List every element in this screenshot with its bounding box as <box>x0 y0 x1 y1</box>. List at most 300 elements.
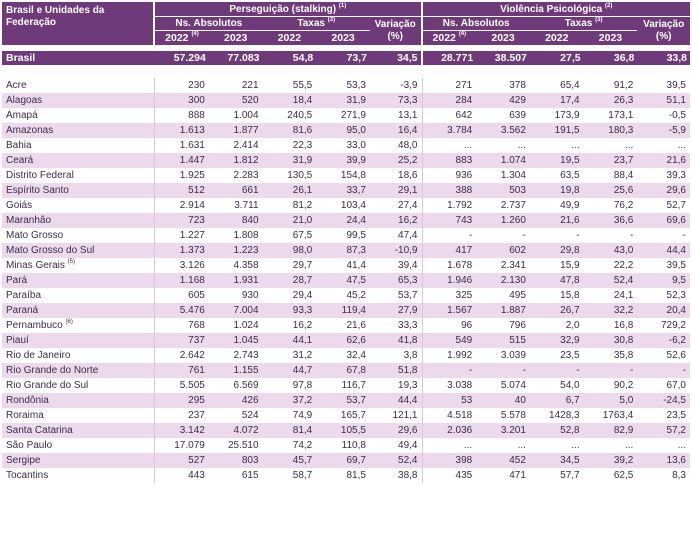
cell: 452 <box>476 453 530 468</box>
cell: 1.631 <box>179 140 205 151</box>
cell: 6,7 <box>530 393 584 408</box>
cell: 27,5 <box>530 51 584 65</box>
cell: 52,3 <box>666 290 686 301</box>
cell: 2.642 <box>179 350 205 361</box>
cell: 55,5 <box>292 80 313 91</box>
row-name-text: Tocantins <box>6 470 49 481</box>
cell: - <box>584 363 638 378</box>
cell: ... <box>624 440 634 451</box>
cell: 97,8 <box>292 380 313 391</box>
cell: 768 <box>188 320 205 331</box>
cell: 8,3 <box>672 470 686 481</box>
stalking-var-unit: (%) <box>387 31 403 42</box>
brasil-row <box>2 51 690 65</box>
psych-rate-note: (3) <box>595 17 603 23</box>
cell: ... <box>517 140 526 151</box>
cell: 62,5 <box>613 470 634 481</box>
cell: 74,9 <box>292 410 313 421</box>
cell: 4.072 <box>209 423 263 438</box>
cell: 524 <box>241 410 259 421</box>
cell: 1.792 <box>447 200 473 211</box>
row-name-text: Ceará <box>6 155 34 166</box>
cell: 52,8 <box>530 423 584 438</box>
cell: 883 <box>423 153 477 168</box>
stalking-rate-header <box>263 17 370 31</box>
cell: 3.126 <box>179 260 205 271</box>
cell: 17.079 <box>174 440 205 451</box>
cell: 378 <box>509 80 526 91</box>
year-header <box>155 31 209 45</box>
cell: 1.024 <box>233 320 259 331</box>
cell: 93,3 <box>263 303 317 318</box>
cell: 388 <box>423 183 477 198</box>
cell: 471 <box>509 470 526 481</box>
cell: 16,2 <box>370 213 423 228</box>
cell: 36,8 <box>584 51 638 65</box>
table-row <box>2 438 690 453</box>
cell: - <box>629 230 634 241</box>
cell: 45,7 <box>263 453 317 468</box>
row-name-text: Acre <box>6 80 27 91</box>
cell: 51,1 <box>637 93 690 108</box>
row-name-text: Maranhão <box>6 215 52 226</box>
table-row <box>2 243 690 258</box>
cell: 32,4 <box>346 350 366 361</box>
cell: 21,6 <box>637 153 690 168</box>
table-row <box>2 183 690 198</box>
row-name <box>2 468 155 483</box>
table-row <box>2 408 690 423</box>
cell: 13,6 <box>637 453 690 468</box>
year-header: 2023 <box>476 31 530 45</box>
cell: 1.074 <box>476 153 530 168</box>
cell: 1.887 <box>476 303 530 318</box>
row-name-text: Alagoas <box>6 95 43 106</box>
cell: 57,2 <box>637 423 690 438</box>
row-name-text: Minas Gerais <box>6 260 65 271</box>
cell: 81,6 <box>263 123 317 138</box>
row-name <box>2 198 155 213</box>
cell: ... <box>571 140 580 151</box>
cell: 3.039 <box>500 350 526 361</box>
group-stalking-header <box>155 2 422 17</box>
row-name-text: Mato Grosso <box>6 230 64 241</box>
table-row <box>2 348 690 363</box>
cell: 34,5 <box>370 51 423 65</box>
cell: 661 <box>209 183 263 198</box>
group-stalking-title: Perseguição (stalking) <box>229 3 337 15</box>
cell: 284 <box>423 93 477 108</box>
cell: 27,9 <box>370 303 423 318</box>
table-body <box>2 45 690 483</box>
table-row <box>2 78 690 93</box>
row-name <box>2 228 155 243</box>
cell: 435 <box>455 470 473 481</box>
cell: -3,9 <box>370 78 423 93</box>
row-name <box>2 393 155 408</box>
cell: 67,5 <box>292 230 313 241</box>
cell: 65,4 <box>560 80 580 91</box>
cell: 3.711 <box>234 200 259 211</box>
cell: 3.201 <box>476 423 530 438</box>
cell: 15,9 <box>560 260 580 271</box>
cell: 33,8 <box>637 51 690 65</box>
cell: 639 <box>509 110 526 121</box>
cell: 398 <box>423 453 477 468</box>
cell: 18,6 <box>370 168 423 183</box>
cell: 1.925 <box>179 170 205 181</box>
cell: 1.004 <box>233 110 259 121</box>
cell: 58,7 <box>292 470 313 481</box>
row-name <box>2 348 155 363</box>
cell: 29,6 <box>637 183 690 198</box>
cell: 221 <box>241 80 259 91</box>
cell: 1.227 <box>179 230 205 241</box>
cell: 95,0 <box>316 123 370 138</box>
cell: 99,5 <box>346 230 366 241</box>
cell: 19,8 <box>530 183 584 198</box>
table-row <box>2 423 690 438</box>
cell: 47,5 <box>316 273 370 288</box>
row-name-text: Sergipe <box>6 455 41 466</box>
table-row <box>2 123 690 138</box>
cell: 53 <box>423 393 477 408</box>
cell: 40 <box>476 393 530 408</box>
cell: 41,8 <box>370 333 423 348</box>
cell: - <box>476 363 530 378</box>
cell: 31,9 <box>316 93 370 108</box>
stalking-var-label: Variação <box>374 19 416 30</box>
cell: 737 <box>155 333 209 348</box>
cell: 74,2 <box>292 440 313 451</box>
row-name <box>2 408 155 423</box>
cell: 39,3 <box>666 170 686 181</box>
cell: 5.578 <box>500 410 526 421</box>
cell: - <box>423 363 477 378</box>
cell: 1763,4 <box>602 410 634 421</box>
cell: 191,5 <box>530 123 584 138</box>
cell: 1.808 <box>233 230 259 241</box>
cell: 53,3 <box>346 80 366 91</box>
row-name-text: Rondônia <box>6 395 49 406</box>
table-row <box>2 378 690 393</box>
cell: 6.569 <box>233 380 259 391</box>
cell: 16,8 <box>613 320 634 331</box>
cell: 36,6 <box>584 213 638 228</box>
cell: 761 <box>155 363 209 378</box>
year-2022-note: (4) <box>458 31 467 37</box>
cell: 615 <box>241 470 259 481</box>
cell: 38.507 <box>476 51 530 65</box>
cell: 18,4 <box>263 93 317 108</box>
cell: 57.294 <box>155 51 209 65</box>
cell: 4.358 <box>233 260 259 271</box>
table-row <box>2 138 690 153</box>
cell: 2.743 <box>233 350 259 361</box>
row-name-text: Amazonas <box>6 125 54 136</box>
cell: 5.476 <box>155 303 209 318</box>
cell: 33,3 <box>370 318 423 333</box>
cell: 63,5 <box>560 170 580 181</box>
cell: 723 <box>155 213 209 228</box>
row-name-text: Bahia <box>6 140 32 151</box>
cell: 69,7 <box>316 453 370 468</box>
year-2022-label: 2022 <box>165 32 189 44</box>
cell: 1428,3 <box>549 410 580 421</box>
cell: 180,3 <box>584 123 638 138</box>
cell: 503 <box>476 183 530 198</box>
cell: 642 <box>455 110 473 121</box>
row-name <box>2 363 155 378</box>
cell: 90,2 <box>613 380 634 391</box>
row-name <box>2 213 155 228</box>
cell: - <box>637 363 690 378</box>
cell: 57,7 <box>560 470 580 481</box>
psych-var-label: Variação <box>643 19 685 30</box>
cell: 1.045 <box>209 333 263 348</box>
table-row <box>2 468 690 483</box>
table-row <box>2 93 690 108</box>
cell: 53,7 <box>370 288 423 303</box>
cell: 32,2 <box>584 303 638 318</box>
cell: 67,8 <box>316 363 370 378</box>
cell: 91,2 <box>613 80 634 91</box>
row-name-text: Pará <box>6 275 28 286</box>
cell: 803 <box>209 453 263 468</box>
cell: 38,8 <box>370 468 423 483</box>
cell: 34,5 <box>530 453 584 468</box>
cell: ... <box>677 440 686 451</box>
row-name-text: Amapá <box>6 110 38 121</box>
table-row <box>2 453 690 468</box>
stalking-abs-header: Ns. Absolutos <box>155 17 262 31</box>
cell: 25,6 <box>584 183 638 198</box>
table-row <box>2 333 690 348</box>
cell: 33,7 <box>316 183 370 198</box>
psych-abs-header: Ns. Absolutos <box>423 17 530 31</box>
cell: 930 <box>241 290 259 301</box>
cell: 82,9 <box>584 423 638 438</box>
cell: 2.130 <box>476 273 530 288</box>
cell: 52,7 <box>666 200 686 211</box>
uf-column-header: Brasil e Unidades da Federação <box>2 2 155 45</box>
cell: 515 <box>476 333 530 348</box>
cell: 520 <box>209 93 263 108</box>
table-row <box>2 153 690 168</box>
cell: 31,2 <box>292 350 313 361</box>
cell: 1.373 <box>155 243 209 258</box>
cell: - <box>468 230 473 241</box>
cell: 51,8 <box>370 363 423 378</box>
table-row <box>2 168 690 183</box>
cell: 325 <box>455 290 473 301</box>
cell: 121,1 <box>370 408 423 423</box>
group-stalking-note: (1) <box>338 2 347 9</box>
cell: 45,2 <box>346 290 366 301</box>
cell: 37,2 <box>263 393 317 408</box>
cell: 47,4 <box>370 228 423 243</box>
cell: 26,7 <box>530 303 584 318</box>
cell: 65,3 <box>370 273 423 288</box>
cell: 936 <box>455 170 473 181</box>
cell: 1.812 <box>209 153 263 168</box>
cell: ... <box>624 140 634 151</box>
cell: 23,7 <box>584 153 638 168</box>
cell: 16,2 <box>292 320 313 331</box>
cell: 9,5 <box>637 273 690 288</box>
cell: 17,4 <box>530 93 584 108</box>
cell: 49,4 <box>370 438 423 453</box>
cell: 2.283 <box>233 170 259 181</box>
cell: 2.737 <box>500 200 526 211</box>
cell: 796 <box>509 320 526 331</box>
cell: 54,8 <box>263 51 317 65</box>
cell: 426 <box>209 393 263 408</box>
stalking-rate-note: (3) <box>327 17 336 23</box>
cell: 30,8 <box>584 333 638 348</box>
cell: 44,4 <box>370 393 423 408</box>
cell: 32,9 <box>530 333 584 348</box>
cell: 429 <box>476 93 530 108</box>
cell: 47,8 <box>530 273 584 288</box>
cell: 39,5 <box>666 260 686 271</box>
cell: 1.931 <box>209 273 263 288</box>
cell: 1.155 <box>209 363 263 378</box>
cell: 3.562 <box>476 123 530 138</box>
cell: 1.168 <box>155 273 209 288</box>
row-name <box>2 108 155 123</box>
cell: 15,8 <box>560 290 580 301</box>
row-name <box>2 288 155 303</box>
row-name-text: São Paulo <box>6 440 53 451</box>
cell: - <box>522 230 526 241</box>
cell: ... <box>571 440 580 451</box>
row-name-text: Santa Catarina <box>6 425 73 436</box>
cell: 13,1 <box>370 108 423 123</box>
cell: - <box>682 230 686 241</box>
cell: 1.567 <box>423 303 477 318</box>
cell: 39,2 <box>584 453 638 468</box>
table-row <box>2 213 690 228</box>
cell: -6,2 <box>637 333 690 348</box>
cell: 3.784 <box>423 123 477 138</box>
cell: 237 <box>188 410 205 421</box>
group-psych-note: (2) <box>605 2 613 9</box>
cell: 88,4 <box>613 170 634 181</box>
cell: 52,4 <box>370 453 423 468</box>
cell: 3,8 <box>370 348 423 363</box>
cell: 165,7 <box>340 410 366 421</box>
cell: 39,9 <box>316 153 370 168</box>
cell: 52,6 <box>666 350 686 361</box>
psych-rate-label: Taxas <box>564 18 593 29</box>
row-name-text: Rio Grande do Norte <box>6 365 99 376</box>
cell: 48,0 <box>370 138 423 153</box>
table-row <box>2 228 690 243</box>
cell: 495 <box>509 290 526 301</box>
cell: 26,3 <box>584 93 638 108</box>
cell: 69,6 <box>637 213 690 228</box>
cell: -0,5 <box>668 110 686 121</box>
cell: 16,4 <box>370 123 423 138</box>
cell: 73,3 <box>370 93 423 108</box>
cell: 24,1 <box>613 290 634 301</box>
year-header: 2023 <box>316 31 370 45</box>
psych-var-header <box>637 17 690 45</box>
row-name-text: Mato Grosso do Sul <box>6 245 95 256</box>
cell: - <box>576 230 580 241</box>
cell: 33,0 <box>346 140 366 151</box>
cell: ... <box>463 140 473 151</box>
row-name-text: Distrito Federal <box>6 170 74 181</box>
cell: 888 <box>188 110 205 121</box>
cell: 73,7 <box>316 51 370 65</box>
cell: 602 <box>476 243 530 258</box>
cell: 7.004 <box>209 303 263 318</box>
cell: 1.447 <box>155 153 209 168</box>
row-name <box>2 303 155 318</box>
year-header <box>423 31 477 45</box>
cell: 3.142 <box>155 423 209 438</box>
cell: 154,8 <box>340 170 366 181</box>
cell: 67,0 <box>666 380 686 391</box>
table-row <box>2 318 690 333</box>
row-name-text: Espírito Santo <box>6 185 69 196</box>
cell: 417 <box>423 243 477 258</box>
year-header: 2023 <box>584 31 638 45</box>
table-row <box>2 288 690 303</box>
table-row <box>2 108 690 123</box>
table-row <box>2 273 690 288</box>
cell: 300 <box>155 93 209 108</box>
cell: 2,0 <box>565 320 580 331</box>
cell: 119,4 <box>316 303 370 318</box>
row-name <box>2 243 155 258</box>
cell: 29,4 <box>292 290 313 301</box>
cell: 2.341 <box>500 260 526 271</box>
cell: - <box>530 363 584 378</box>
cell: 22,2 <box>613 260 634 271</box>
cell: 271 <box>455 80 473 91</box>
row-name <box>2 438 155 453</box>
table-row <box>2 198 690 213</box>
cell: 22,3 <box>292 140 313 151</box>
row-name <box>2 453 155 468</box>
cell: 41,4 <box>346 260 366 271</box>
table-row <box>2 258 690 273</box>
row-name <box>2 273 155 288</box>
cell: 31,9 <box>263 153 317 168</box>
cell: 2.036 <box>423 423 477 438</box>
row-name-text: Piauí <box>6 335 29 346</box>
cell: 743 <box>423 213 477 228</box>
row-name <box>2 138 155 153</box>
cell: ... <box>677 140 686 151</box>
cell: 26,1 <box>263 183 317 198</box>
cell: 271,9 <box>340 110 366 121</box>
cell: 28.771 <box>423 51 477 65</box>
cell: 20,4 <box>637 303 690 318</box>
cell: 24,4 <box>316 213 370 228</box>
cell: 173,9 <box>554 110 580 121</box>
cell: 549 <box>423 333 477 348</box>
table-row <box>2 393 690 408</box>
year-2022-label: 2022 <box>432 32 456 44</box>
cell: 62,6 <box>316 333 370 348</box>
group-psych-header <box>423 2 691 17</box>
group-psych-title: Violência Psicológica <box>500 3 603 15</box>
cell: ... <box>463 440 473 451</box>
